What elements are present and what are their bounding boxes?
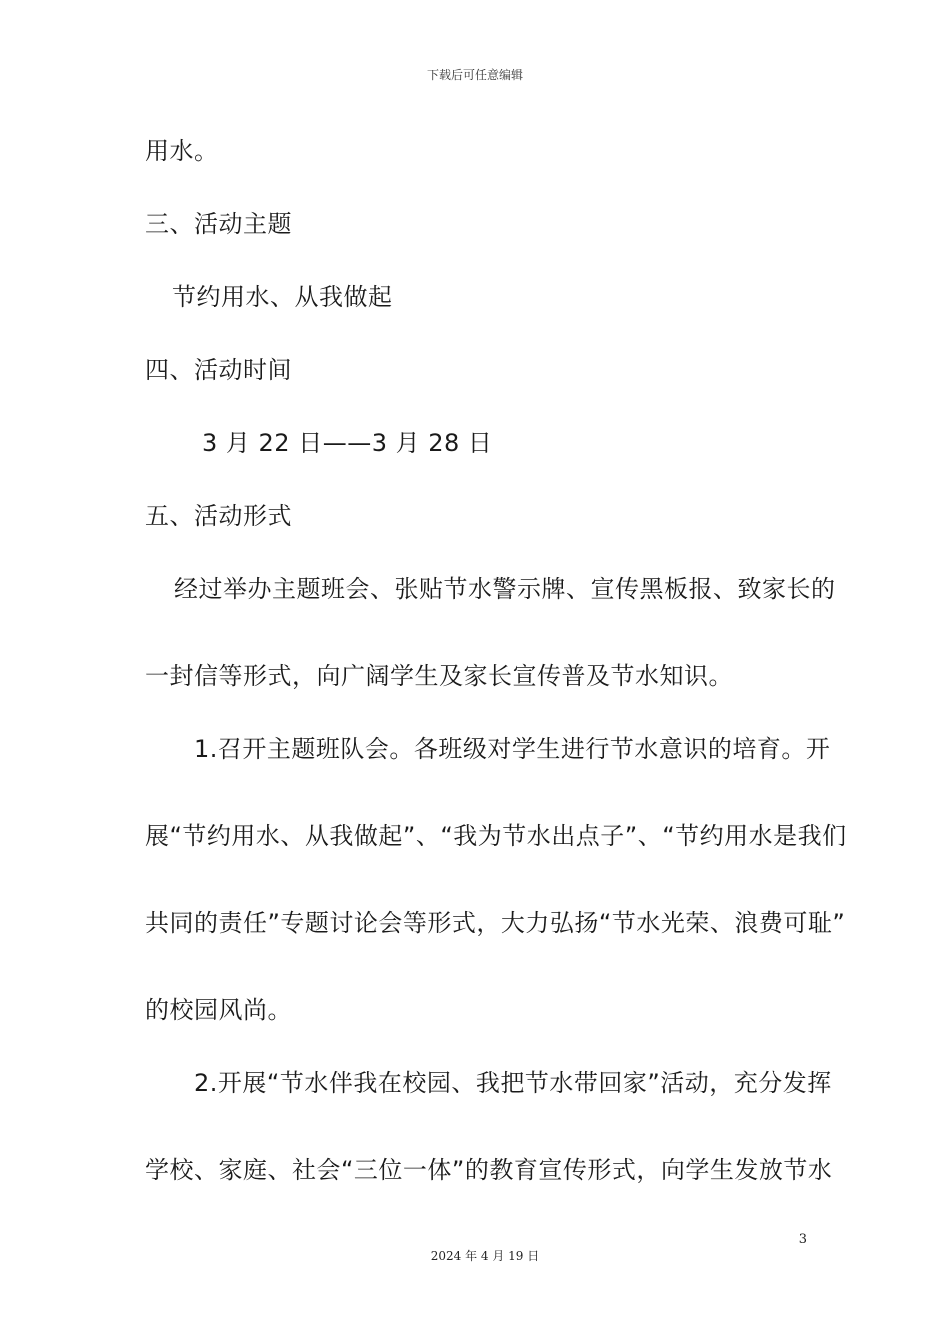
item-1-line-3: 共同的责任”专题讨论会等形式，大力弘扬“节水光荣、浪费可耻” [145, 909, 846, 937]
item-2-line-1: 2.开展“节水伴我在校园、我把节水带回家”活动，充分发挥 [194, 1069, 832, 1097]
section-4-content: 3 月 22 日——3 月 28 日 [202, 429, 493, 457]
paragraph-1-line-2: 一封信等形式，向广阔学生及家长宣传普及节水知识。 [145, 662, 733, 690]
paragraph-1-line-1: 经过举办主题班会、张贴节水警示牌、宣传黑板报、致家长的 [174, 575, 836, 603]
item-1-line-2: 展“节约用水、从我做起”、“我为节水出点子”、“节约用水是我们 [145, 822, 847, 850]
item-1-line-4: 的校园风尚。 [145, 996, 292, 1024]
item-1-line-1: 1.召开主题班队会。各班级对学生进行节水意识的培育。开 [194, 735, 831, 763]
item-2-line-2: 学校、家庭、社会“三位一体”的教育宣传形式，向学生发放节水 [145, 1156, 833, 1184]
body-line-continuation: 用水。 [145, 137, 219, 165]
section-3-content: 节约用水、从我做起 [172, 283, 393, 311]
section-3-title: 三、活动主题 [145, 210, 292, 238]
section-5-title: 五、活动形式 [145, 502, 292, 530]
page-number: 3 [798, 1232, 807, 1247]
page-header: 下载后可任意编辑 [426, 68, 523, 82]
section-4-title: 四、活动时间 [145, 356, 292, 384]
page-footer-date: 2024 年 4 月 19 日 [430, 1249, 540, 1263]
